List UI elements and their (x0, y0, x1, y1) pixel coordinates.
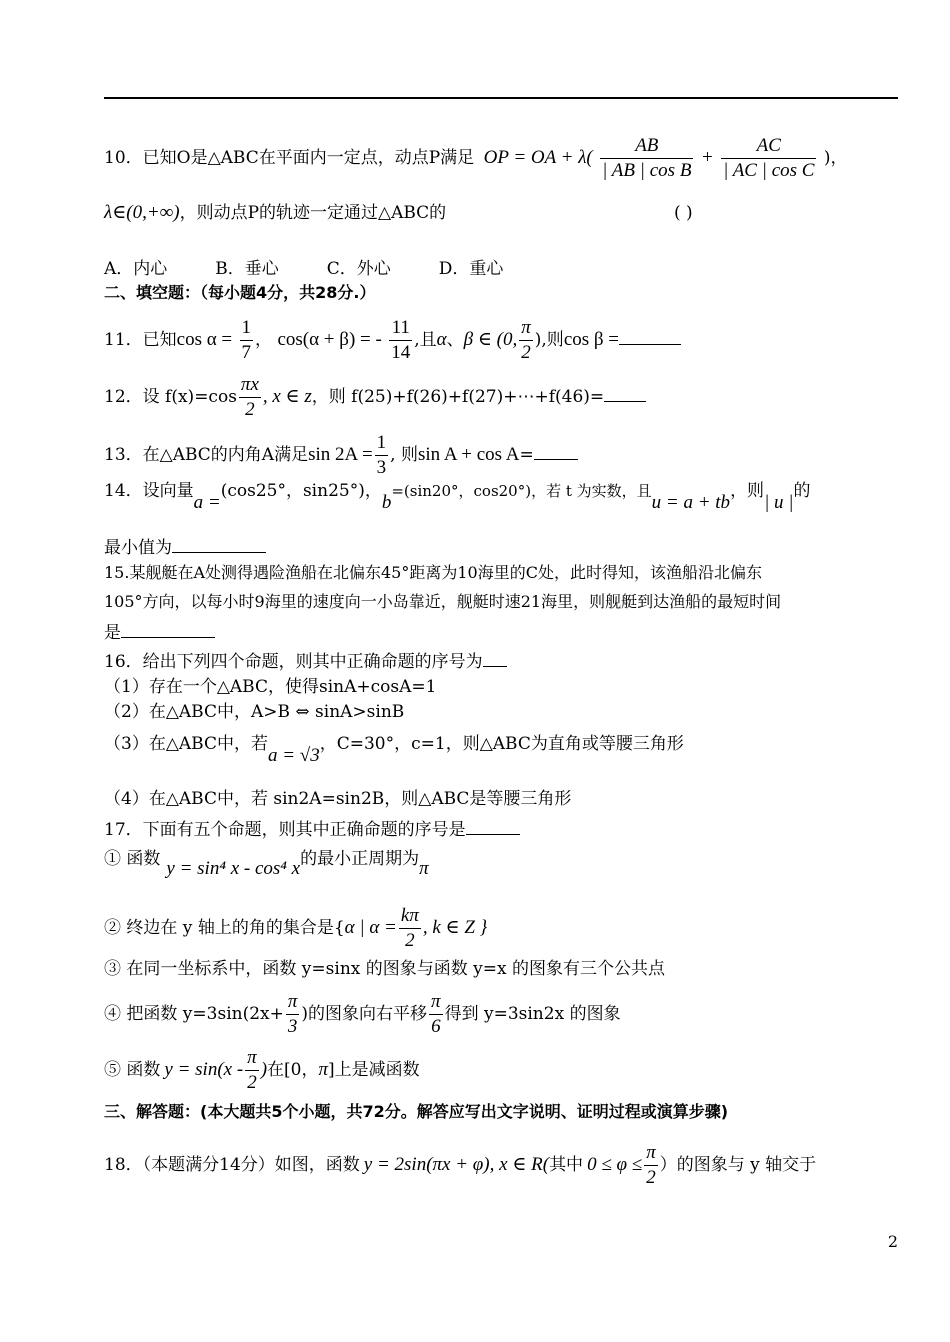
page-number: 2 (887, 1232, 898, 1251)
answer-paren: ( ) (674, 203, 693, 223)
q18-frac: $\frac{\pi}{2}$ (646, 1142, 656, 1188)
q17-4-frac-2: $\frac{\pi}{6}$ (431, 991, 441, 1037)
q11-frac-11-14: $\frac{11}{14}$ (391, 317, 411, 363)
header-rule (104, 97, 898, 99)
choice-d: D．重心 (438, 259, 504, 279)
answer-blank (483, 648, 507, 667)
question-10-choices (104, 258, 551, 280)
question-14-line2: 最小值为 (104, 534, 266, 559)
q12-frac: $\frac{\pi x}{2}$ (240, 374, 259, 420)
q10-fraction-ab: $\frac{AB}{\text{| AB | cos B}}$ (602, 135, 692, 181)
answer-blank (466, 816, 520, 835)
answer-blank (121, 619, 215, 638)
item-17-5: ⑤ 函数 y = sin(x - $\frac{\pi}{2}$ )在[0，π]上是减函数 (104, 1047, 420, 1093)
question-16-title: 16．给出下列四个命题，则其中正确命题的序号为 (104, 648, 507, 673)
q11-frac-1-7: $\frac{1}{7}$ (241, 317, 252, 363)
choice-c: C．外心 (326, 259, 391, 279)
question-10-line2: λ∈(0,+∞)，则动点P的轨迹一定通过△ABC的 ( ) (104, 202, 693, 223)
proposition-16-4: （4）在△ABC中，若 sin2A=sin2B，则△ABC是等腰三角形 (104, 789, 572, 809)
q17-2-frac: $\frac{k\pi}{2}$ (400, 905, 419, 951)
question-12: 12．设 f(x)=cos $\frac{\pi x}{2}$ , x ∈ z，则 f(25)+f(26)+f(27)+⋯+f(46)= (104, 373, 646, 422)
section-3-title: 三、解答题：(本大题共5个小题，共72分。解答应写出文字说明、证明过程或演算步骤) (104, 1102, 729, 1121)
proposition-16-2: （2）在△ABC中，A>B ⇔ sinA>sinB (104, 702, 405, 722)
question-15-line3: 是 (104, 619, 215, 644)
q10-formula-lhs: OP = OA + λ( (483, 147, 593, 168)
question-15-line1: 15.某舰艇在A处测得遇险渔船在北偏东45°距离为10海里的C处，此时得知，该渔船沿北偏东 (104, 563, 762, 582)
question-15-line2: 105°方向，以每小时9海里的速度向一小岛靠近，舰艇时速21海里，则舰艇到达渔船的最短时间 (104, 592, 782, 611)
question-18: 18．（本题满分14分）如图，函数 y = 2sin(πx + φ), x ∈ R(其中 0 ≤ φ ≤ $\frac{\pi}{2}$ ）的图象与 y 轴交于 (104, 1142, 817, 1188)
item-17-3: ③ 在同一坐标系中，函数 y=sinx 的图象与函数 y=x 的图象有三个公共点 (104, 959, 665, 979)
answer-blank (534, 441, 578, 460)
answer-blank (619, 326, 681, 345)
q13-frac: $\frac{1}{3}$ (376, 432, 387, 478)
question-14-line1: 14．设向量a =(cos25°，sin25°)，b=(sin20°，cos20°)，若 t 为实数，且u = a + tb，则| u |的 (104, 481, 811, 513)
proposition-16-3: （3）在△ABC中，若a = √3，C=30°，c=1，则△ABC为直角或等腰三角形 (104, 734, 684, 766)
question-11: 11．已知cos α = $\frac{1}{7}$ ， cos(α + β) = - $\frac{11}{14}$ ,且α、β ∈ (0, $\frac{\pi}{2}$ ),则cos β = (104, 316, 681, 365)
question-17-title: 17．下面有五个命题，则其中正确命题的序号是 (104, 816, 520, 841)
question-10-line1: 10．已知O是△ABC在平面内一定点，动点P满足 OP = OA + λ( $\frac{AB}{\text{| AB | cos B}}$ + $\frac{AC}{\text{| AC | cos C}}$ )， (104, 135, 848, 181)
choice-b: B．垂心 (215, 259, 279, 279)
answer-blank (172, 534, 266, 553)
choice-a: A．内心 (104, 259, 168, 279)
q17-4-frac-1: $\frac{\pi}{3}$ (287, 991, 298, 1037)
section-2-title: 二、填空题：（每小题4分，共28分.） (104, 283, 376, 302)
item-17-4: ④ 把函数 y=3sin(2x+ $\frac{\pi}{3}$ )的图象向右平移 $\frac{\pi}{6}$ 得到 y=3sin2x 的图象 (104, 991, 621, 1037)
question-13: 13．在△ABC的内角A满足sin 2A = $\frac{1}{3}$ , 则sin A + cos A= (104, 431, 578, 480)
q17-5-frac: $\frac{\pi}{2}$ (247, 1047, 257, 1093)
q11-frac-pi-2: $\frac{\pi}{2}$ (521, 317, 531, 363)
proposition-16-1: （1）存在一个△ABC，使得sinA+cosA=1 (104, 677, 437, 697)
item-17-2: ② 终边在 y 轴上的角的集合是{α | α = $\frac{k\pi}{2}$ , k ∈ Z } (104, 905, 488, 951)
q10-fraction-ac: $\frac{AC}{\text{| AC | cos C}}$ (723, 135, 815, 181)
answer-blank (604, 383, 646, 402)
item-17-1: ① 函数 y = sin⁴ x - cos⁴ x的最小正周期为π (104, 849, 429, 879)
